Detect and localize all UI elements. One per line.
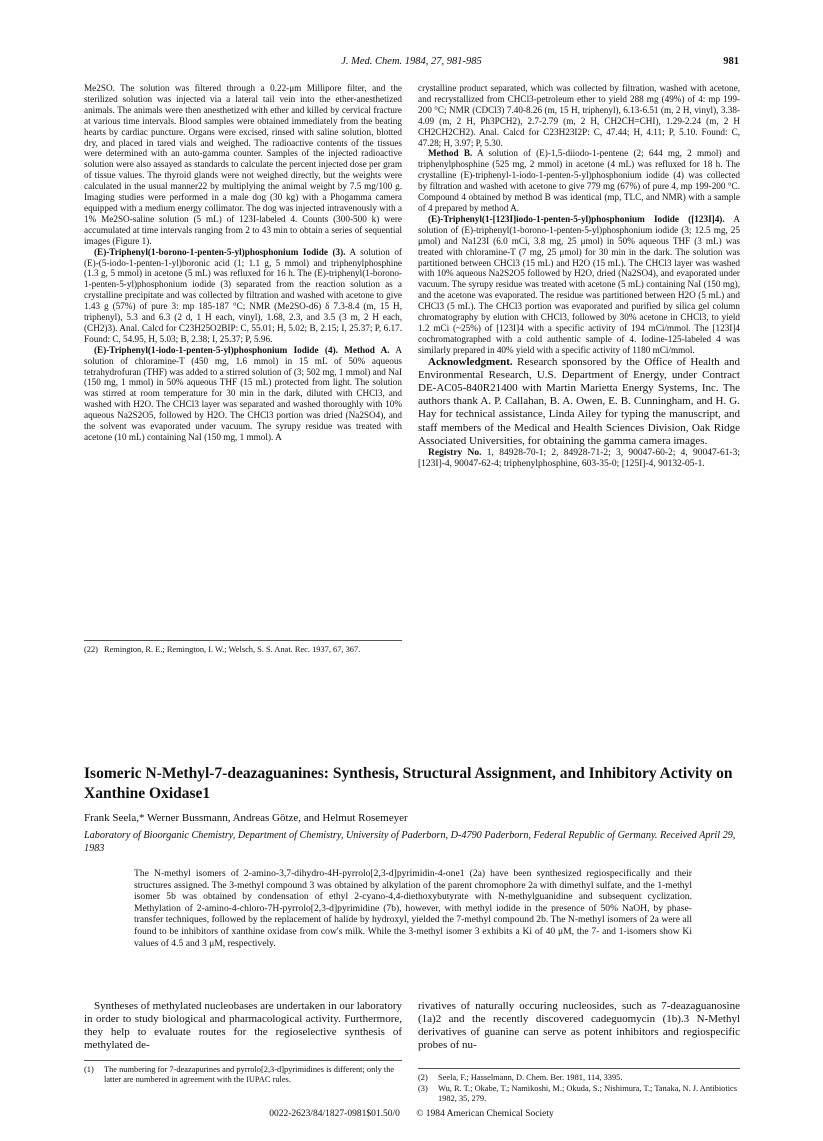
footnote-number: (2)	[418, 1073, 428, 1082]
journal-citation: J. Med. Chem. 1984, 27, 981-985	[341, 56, 482, 67]
section-heading: (E)-Triphenyl(1-iodo-1-penten-5-yl)phosphonium Iodide (4). Method A.	[94, 344, 390, 355]
footnote-number: (3)	[418, 1084, 428, 1093]
paragraph	[84, 83, 402, 247]
paragraph-text: A solution of (E)-(5-iodo-1-penten-1-yl)boronic acid (1; 1.1 g, 5 mmol) and triphenylphosphine (1.3 g, 5 mmol) in acetone (5 mL) was refluxed for 16 h. The (E)-triphenyl(1-borono-1-penten-5-yl)phosphonium iodide (3) separated from the reaction solution as a crystalline precipitate and was collected by filtration and washed with acetone to give 1.43 g (57%) of pure 3: mp 185-187 °C; NMR (Me2SO-d6) δ 7.3-8.4 (m, 15 H, triphenyl), 5.3 and 6.3 (2 d, 1 H each, vinyl), 1.68, 2.3, and 3.5 (3 m, 2 H each, (CH2)3). Anal. Calcd for C23H25O2BIP: C, 55.01; H, 5.02; B, 2.15; I, 25.37; P, 6.17. Found: C, 54.95, H, 5.03; B, 2.38; I, 25.37; P, 5.96.	[84, 246, 402, 344]
registry-numbers	[418, 448, 740, 470]
article-affiliation: Laboratory of Bioorganic Chemistry, Department of Chemistry, University of Paderborn, D-4790 Paderborn, Federal Republic of Germany. Received April 29, 1983	[84, 830, 736, 854]
paragraph-text: A solution of chloramine-T (450 mg, 1.6 mmol) in 15 mL of 50% aqueous tetrahydrofuran (THF) was added to a stirred solution of (3; 502 mg, 1 mmol) and NaI (150 mg, 1 mmol) in 50% aqueous THF (15 mL) protected from light. The solution was stirred at room temperature for 30 min in the dark, diluted with CHCl3, and washed with H2O. The CHCl3 layer was separated and washed thoroughly with 10% aqueous Na2S2O5, followed by H2O. The CHCl3 portion was dried (Na2SO4), and the solvent was evaporated under vacuum. The syrupy residue was treated with acetone (10 mL) containing NaI (150 mg, 1 mmol). A	[84, 344, 402, 442]
left-column	[84, 83, 402, 443]
paragraph-text: A solution of (E)-1,5-diiodo-1-pentene (2; 644 mg, 2 mmol) and triphenylphosphine (525 mg, 2 mmol) in acetone (4 mL) was refluxed for 18 h. The crystalline (E)-triphenyl-1-iodo-1-penten-5-yl)phosphonium iodide (4) was collected by filtration and washed with acetone to give 779 mg (67%) of pure 4, mp 199-200 °C. Compound 4 obtained by method B was identical (mp, TLC, and NMR) with a sample of 4 prepared by method A.	[418, 148, 741, 213]
registry-heading: Registry No.	[428, 448, 482, 459]
section-heading: (E)-Triphenyl(1-[123I]iodo-1-penten-5-yl)phosphonium Iodide ([123I]4).	[428, 213, 725, 224]
paragraph	[418, 83, 740, 148]
right-column	[418, 83, 740, 470]
footnotes-bottom-right	[418, 1068, 740, 1105]
paragraph	[418, 148, 740, 213]
copyright: © 1984 American Chemical Society	[416, 1109, 554, 1119]
paragraph	[84, 247, 402, 345]
footnote-number: (1)	[84, 1065, 94, 1074]
footnotes-bottom-left	[84, 1060, 402, 1086]
footnote	[84, 1065, 402, 1085]
paragraph	[84, 345, 402, 443]
footnotes-top-left	[84, 640, 402, 656]
article-abstract: The N-methyl isomers of 2-amino-3,7-dihydro-4H-pyrrolo[2,3-d]pyrimidin-4-one1 (2a) have been synthesized regiospecifically and their structures assigned. The 3-methyl compound 3 was obtained by alkylation of the parent chromophore 2a with dimethyl sulfate, and the 1-methyl isomer 5b was obtained by condensation of ethyl 2-cyano-4,4-diethoxybutyrate with N-methylguanidine and subsequent cyclization. Methylation of 2-amino-4-chloro-7H-pyrrolo[2,3-d]pyrimidine (7b), however, with methyl iodide in the presence of 50% NaOH, by phase-transfer techniques, followed by the replacement of halide by hydroxyl, yielded the 7-methyl compound 2b. The N-methyl isomers of 2a were all found to be inhibitors of xanthine oxidase from cow's milk. While the 3-methyl isomer 3 exhibits a Ki of 40 μM, the 7- and 1-isomers show Ki values of 4.5 and 3 μM, respectively.	[134, 868, 692, 949]
article-authors: Frank Seela,* Werner Bussmann, Andreas Götze, and Helmut Rosemeyer	[84, 812, 408, 824]
intro-right: rivatives of naturally occuring nucleosides, such as 7-deazaguanosine (1a)2 and the recently discovered cadeguomycin (1b).3 N-Methyl derivatives of guanine can serve as potent inhibitors and regiospecific probes of nu-	[418, 1000, 740, 1051]
footnote-text: Remington, R. E.; Remington, I. W.; Welsch, S. S. Anat. Rec. 1937, 67, 367.	[104, 645, 361, 654]
paragraph-text: A solution of (E)-triphenyl(1-borono-1-penten-5-yl)phosphonium iodide (3; 12.5 mg, 25 μmol) and Na123I (6.0 mCi, 3.8 mg, 25 μmol) in 50% aqueous THF (3 mL) was treated with chloramine-T (7 mg, 25 μmol) for 30 min in the dark. The solution was partitioned between CHCl3 (15 mL) and H2O (15 mL). The CHCl3 layer was washed with 10% aqueous Na2S2O5 followed by H2O, dried (Na2SO4), and evaporated under vacuum. The syrupy residue was treated with acetone (5 mL) containing NaI (150 mg), and the acetone was evaporated. The residue was partitioned between H2O (5 mL) and CHCl3 (5 mL). The CHCl3 portion was evaporated and purified by silica gel column chromatography by elution with CHCl3, followed by 30% acetone in CHCl3, to yield 1.2 mCi (~25%) of [123I]4 with a specific activity of 194 mCi/mmol. The [123I]4 cochromatographed with a cold authentic sample of 4. Iodine-125-labeled 4 was similarly prepared in 40% yield with a specific activity of 1180 mCi/mmol.	[418, 213, 740, 355]
registry-text: 1, 84928-70-1; 2, 84928-71-2; 3, 90047-60-2; 4, 90047-61-3; [123I]-4, 90047-62-4; triphenylphosphine, 603-35-0; [125I]-4, 90132-05-1.	[418, 448, 740, 470]
intro-left: Syntheses of methylated nucleobases are undertaken in our laboratory in order to study biological and pharmacological activity. Furthermore, they help to evaluate routes for the regioselective synthesis of methylated de-	[84, 1000, 402, 1051]
page-number: 981	[723, 56, 739, 67]
page-footer	[84, 1109, 739, 1119]
footnote-text: Seela, F.; Hasselmann, D. Chem. Ber. 1981, 114, 3395.	[438, 1073, 623, 1082]
footnote	[418, 1084, 740, 1104]
article-code: 0022-2623/84/1827-0981$01.50/0	[269, 1109, 400, 1119]
paragraph-text: Me2SO. The solution was filtered through a 0.22-μm Millipore filter, and the sterilized solution was injected via a lateral tail vein into the ether-anesthetized animals. The animals were then anesthetized with ether and killed by cervical fracture at various time intervals. Blood samples were obtained immediately from the beating hearts by cardiac puncture. Organs were excised, rinsed with saline solution, blotted dry, and placed in tared vials and weighed. The radioactive contents of the tissues were determined with an auto-gamma counter. Samples of the injected radioactive solution were also assayed as standards to calculate the percent injected dose per gram of tissue values. The thyroid glands were not weighed directly, but the weights were calculated in the usual manner22 by multiplying the animal weight by 7.5 mg/100 g. Imaging studies were performed in a male dog (30 kg) with a Phogamma camera equipped with a medium energy collimator. The dog was injected intravenously with a 1% Me2SO-saline solution (5 mL) of 123I-labeled 4. Counts (300-500 k) were accumulated at time intervals ranging from 2 to 43 min to obtain a series of sequential images (Figure 1).	[84, 83, 402, 246]
section-heading: Method B.	[428, 148, 473, 159]
acknowledgment-heading: Acknowledgment.	[428, 355, 513, 368]
running-head	[84, 56, 739, 70]
paragraph-text: crystalline product separated, which was collected by filtration, washed with acetone, and recrystallized from CHCl3-petroleum ether to yield 288 mg (49%) of 4: mp 199-200 °C; NMR (CDCl3) 7.40-8.26 (m, 15 H, triphenyl), 6.13-6.51 (m, 2 H, vinyl), 3.38-4.09 (m, 2 H, Ph3PCH2), 2.7-2.79 (m, 2 H, CH2CH=CHI), 1.29-2.24 (m, 2 H CH2CH2CH2). Anal. Calcd for C23H23I2P: C, 47.44; H, 4.11; P, 5.10. Found: C, 47.28; H, 3.97; P, 5.30.	[418, 83, 740, 148]
section-heading: (E)-Triphenyl(1-borono-1-penten-5-yl)phosphonium Iodide (3).	[94, 246, 346, 257]
footnote	[418, 1073, 740, 1083]
paragraph	[418, 214, 740, 356]
footnote-text: The numbering for 7-deazapurines and pyrrolo[2,3-d]pyrimidines is different; only the latter are numbered in agreement with the IUPAC rules.	[104, 1065, 395, 1084]
footnote-number: (22)	[84, 645, 98, 654]
acknowledgment-text: Research sponsored by the Office of Health and Environmental Research, U.S. Department of Energy, under Contract DE-AC05-840R21400 with Martin Marietta Energy Systems, Inc. The authors thank A. P. Callahan, B. A. Owen, E. B. Cunningham, and H. G. Hay for technical assistance, Linda Ailey for typing the manuscript, and staff members of the Medical and Health Sciences Division, Oak Ridge Associated Universities, for obtaining the gamma camera images.	[418, 355, 740, 447]
footnote	[84, 645, 402, 655]
acknowledgment	[418, 356, 740, 448]
footnote-text: Wu, R. T.; Okabe, T.; Namikoshi, M.; Okuda, S.; Nishimura, T.; Tanaka, N. J. Antibiotics 1982, 35, 279.	[438, 1084, 737, 1103]
article-title: Isomeric N-Methyl-7-deazaguanines: Synthesis, Structural Assignment, and Inhibitory Activity on Xanthine Oxidase1	[84, 765, 733, 802]
